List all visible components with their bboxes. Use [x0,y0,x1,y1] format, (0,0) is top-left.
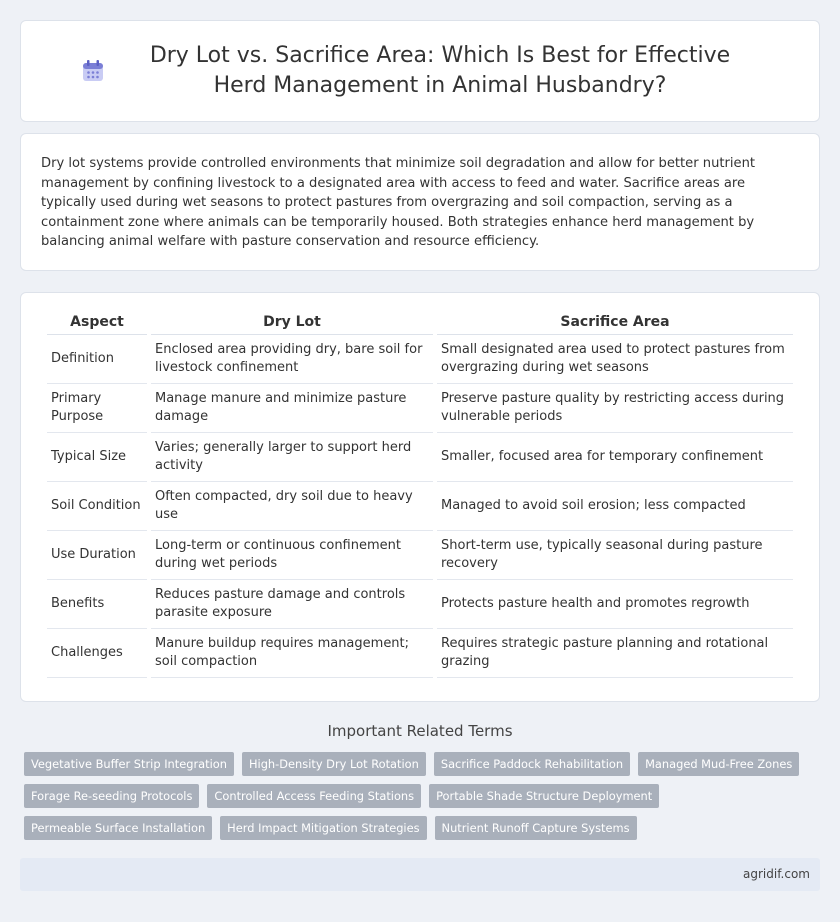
cell-sacrifice-area: Preserve pasture quality by restricting access during vulnerable periods [437,384,793,433]
table-row [47,335,793,384]
related-terms-title: Important Related Terms [327,722,513,740]
header-card [20,20,820,122]
cell-aspect: Typical Size [47,433,147,482]
cell-sacrifice-area: Protects pasture health and promotes regrowth [437,580,793,629]
related-term-tag[interactable]: Controlled Access Feeding Stations [207,784,421,808]
related-term-tag[interactable]: Managed Mud-Free Zones [638,752,799,776]
related-terms-tags [20,752,820,840]
cell-dry-lot: Enclosed area providing dry, bare soil for livestock confinement [151,335,433,384]
cell-aspect: Soil Condition [47,482,147,531]
comparison-table [43,309,797,678]
cell-dry-lot: Manure buildup requires management; soil compaction [151,629,433,678]
cell-dry-lot: Varies; generally larger to support herd activity [151,433,433,482]
related-term-tag[interactable]: Forage Re-seeding Protocols [24,784,199,808]
header-sacrifice-area: Sacrifice Area [437,309,793,335]
related-term-tag[interactable]: Herd Impact Mitigation Strategies [220,816,426,840]
header-aspect: Aspect [47,309,147,335]
page-title: Dry Lot vs. Sacrifice Area: Which Is Best for Effective Herd Management in Animal Husbandry? [149,43,731,98]
related-terms-section [20,722,820,840]
cell-aspect: Definition [47,335,147,384]
related-term-tag[interactable]: Portable Shade Structure Deployment [429,784,659,808]
comparison-table-card [20,292,820,702]
footer [20,858,820,891]
header-dry-lot: Dry Lot [151,309,433,335]
table-row [47,580,793,629]
table-row [47,531,793,580]
table-header-row [47,309,793,335]
cell-dry-lot: Long-term or continuous confinement during wet periods [151,531,433,580]
intro-card [20,133,820,271]
related-term-tag[interactable]: Sacrifice Paddock Rehabilitation [434,752,630,776]
cell-aspect: Benefits [47,580,147,629]
related-term-tag[interactable]: Permeable Surface Installation [24,816,212,840]
cell-sacrifice-area: Short-term use, typically seasonal during pasture recovery [437,531,793,580]
related-term-tag[interactable]: Nutrient Runoff Capture Systems [435,816,637,840]
cell-dry-lot: Reduces pasture damage and controls parasite exposure [151,580,433,629]
cell-aspect: Use Duration [47,531,147,580]
table-row [47,482,793,531]
cell-sacrifice-area: Requires strategic pasture planning and rotational grazing [437,629,793,678]
cell-aspect: Primary Purpose [47,384,147,433]
cell-sacrifice-area: Managed to avoid soil erosion; less compacted [437,482,793,531]
table-row [47,433,793,482]
cell-dry-lot: Manage manure and minimize pasture damage [151,384,433,433]
calendar-icon [80,58,106,84]
table-row [47,384,793,433]
cell-sacrifice-area: Small designated area used to protect pastures from overgrazing during wet seasons [437,335,793,384]
related-term-tag[interactable]: Vegetative Buffer Strip Integration [24,752,234,776]
footer-site-link[interactable]: agridif.com [743,867,810,881]
cell-aspect: Challenges [47,629,147,678]
cell-dry-lot: Often compacted, dry soil due to heavy use [151,482,433,531]
intro-text: Dry lot systems provide controlled environments that minimize soil degradation and allow for better nutrient management by confining livestock to a designated area with access to feed and water. Sacrifice areas are typically used during wet seasons to protect pastures from overgrazing and soil compaction, serving as a containment zone where animals can be temporarily housed. Both strategies enhance herd management by balancing animal welfare with pasture conservation and resource efficiency. [41,156,756,250]
table-row [47,629,793,678]
cell-sacrifice-area: Smaller, focused area for temporary confinement [437,433,793,482]
related-term-tag[interactable]: High-Density Dry Lot Rotation [242,752,426,776]
